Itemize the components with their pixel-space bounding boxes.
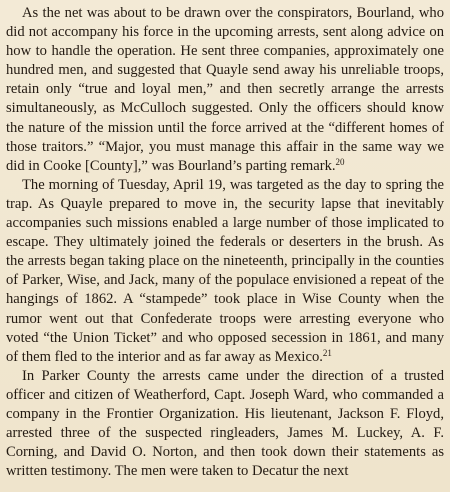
body-text [6, 4, 444, 481]
footnote-ref-21: 21 [322, 347, 332, 358]
footnote-ref-20: 20 [335, 156, 345, 167]
paragraph-2-text: The morning of Tuesday, April 19, was targeted as the day to spring the trap. As Quayle prepared to move in, the security lapse that inevitably accompanies such missions enabled a large number of those implicated to escape. They ultimately joined the federals or deserters in the brush. As the arrests began taking place on the nineteenth, principally in the counties of Parker, Wise, and Jack, many of the populace envisioned a repeat of the hangings of 1862. A “stampede” took place in Wise County when the rumor went out that Confederate troops were arresting everyone who voted “the Union Ticket” and who opposed secession in 1861, and many of them fled to the interior and as far away as Mexico. [6, 176, 444, 365]
paragraph-1 [6, 4, 444, 176]
paragraph-3 [6, 367, 444, 482]
paragraph-1-text: As the net was about to be drawn over the conspirators, Bourland, who did not accompany his force in the upcoming arrests, sent along advice on how to handle the operation. He sent three companies, approximately one hundred men, and suggested that Quayle send away his unreliable troops, retain only “true and loyal men,” and then secretly arrange the arrests simultaneously, as McCulloch suggested. Only the officers should know the nature of the mission until the force arrived at the “different homes of those traitors.” “Major, you must manage this affair in the same way we did in Cooke [County],” was Bourland’s parting remark. [6, 5, 444, 174]
paragraph-2 [6, 176, 444, 367]
paragraph-3-text: In Parker County the arrests came under the direction of a trusted officer and citizen of Weatherford, Capt. Joseph Ward, who commanded a company in the Frontier Organization. His lieutenant, Jackson F. Floyd, arrested three of the suspected ringleaders, James M. Luckey, A. F. Corning, and David O. Norton, and then took down their statements as written testimony. The men were taken to Decatur the next [6, 367, 444, 480]
